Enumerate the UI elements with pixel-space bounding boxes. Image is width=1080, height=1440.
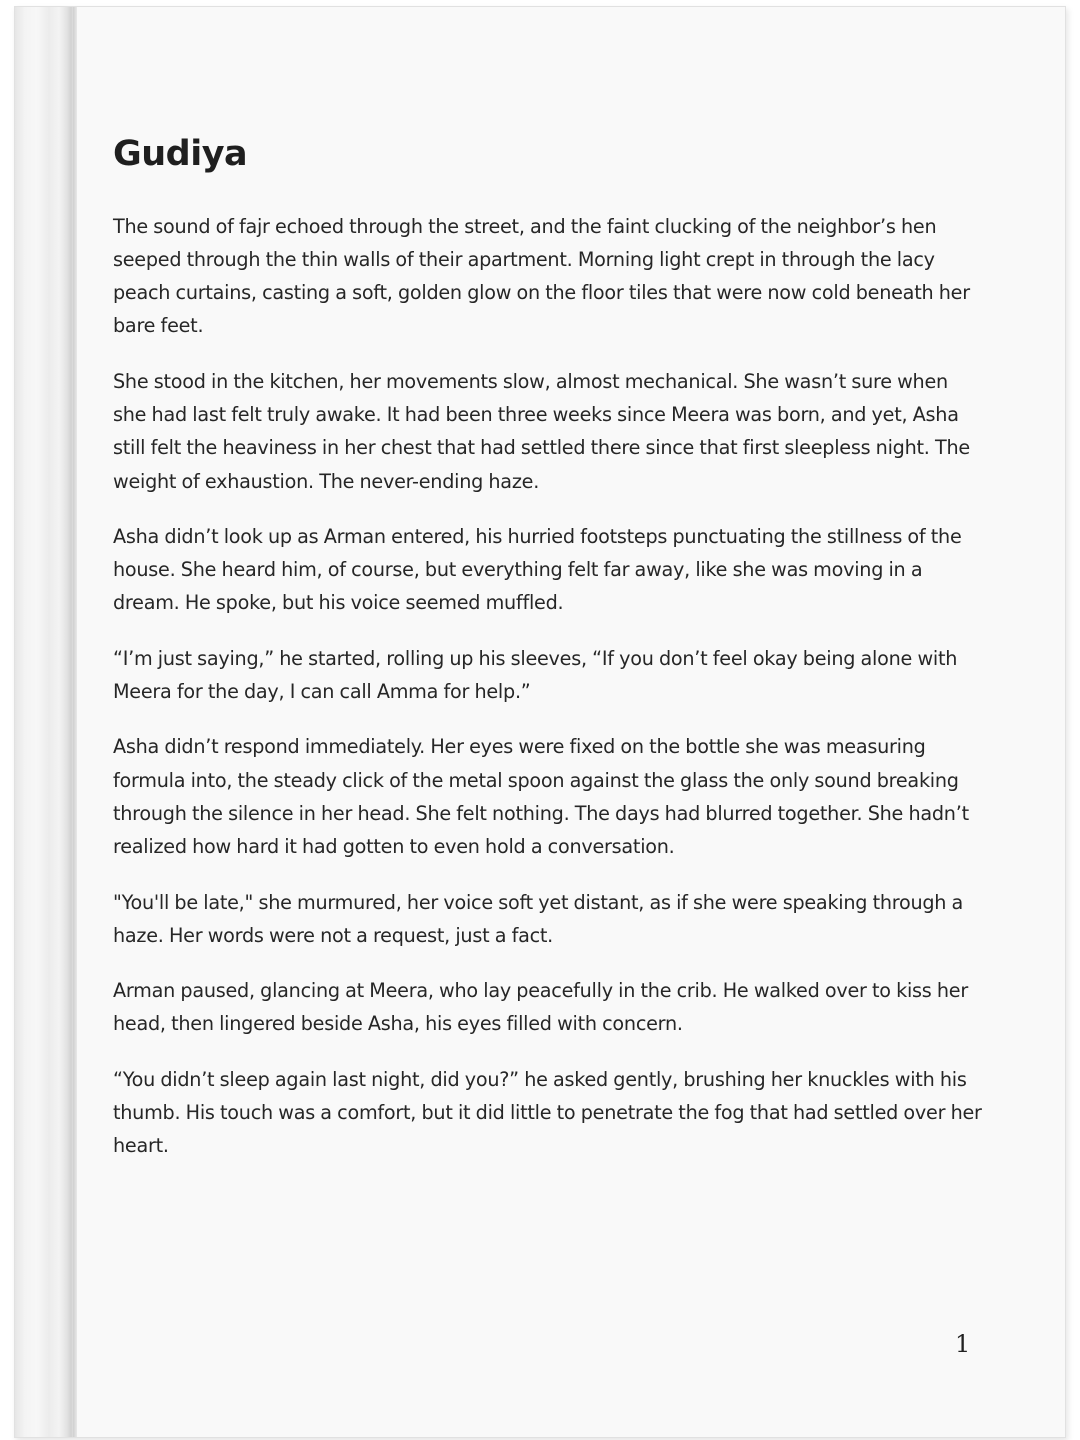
paragraph: She stood in the kitchen, her movements slow, almost mechanical. She wasn’t sure when she had last felt truly awake. It had been three weeks since Meera was born, and yet, Asha still felt the heaviness in her chest that had settled there since that first sleepless night. The weight of exhaustion. The never-ending haze. <box>113 369 970 493</box>
paragraph: “You didn’t sleep again last night, did you?” he asked gently, brushing her knuckles with his thumb. His touch was a comfort, but it did little to penetrate the fog that had settled over her heart. <box>113 1067 982 1158</box>
paragraph: Asha didn’t look up as Arman entered, his hurried footsteps punctuating the stillness of the house. She heard him, of course, but everything felt far away, like she was moving in a dream. He spoke, but his voice seemed muffled. <box>113 524 962 615</box>
paragraph: The sound of fajr echoed through the street, and the faint clucking of the neighbor’s hen seeped through the thin walls of their apartment. Morning light crept in through the lacy peach curtains, casting a soft, golden glow on the floor tiles that were now cold beneath her bare feet. <box>113 214 970 338</box>
page-number: 1 <box>955 1330 971 1358</box>
book-spine <box>15 7 77 1437</box>
paragraph: “I’m just saying,” he started, rolling up his sleeves, “If you don’t feel okay being alone with Meera for the day, I can call Amma for help.” <box>113 646 958 704</box>
paragraph: "You'll be late," she murmured, her voice soft yet distant, as if she were speaking through a haze. Her words were not a request, just a fact. <box>113 890 964 947</box>
spine-fold <box>73 7 77 1437</box>
paragraph: Asha didn’t respond immediately. Her eyes were fixed on the bottle she was measuring formula into, the steady click of the metal spoon against the glass the only sound breaking through the silence in her head. She felt nothing. The days had blurred together. She hadn’t realized how hard it had gotten to even hold a conversation. <box>113 735 969 859</box>
story-title: Gudiya <box>113 134 248 174</box>
page-content <box>113 135 983 1185</box>
paragraph: Arman paused, glancing at Meera, who lay peacefully in the crib. He walked over to kiss her head, then lingered beside Asha, his eyes filled with concern. <box>113 979 969 1036</box>
